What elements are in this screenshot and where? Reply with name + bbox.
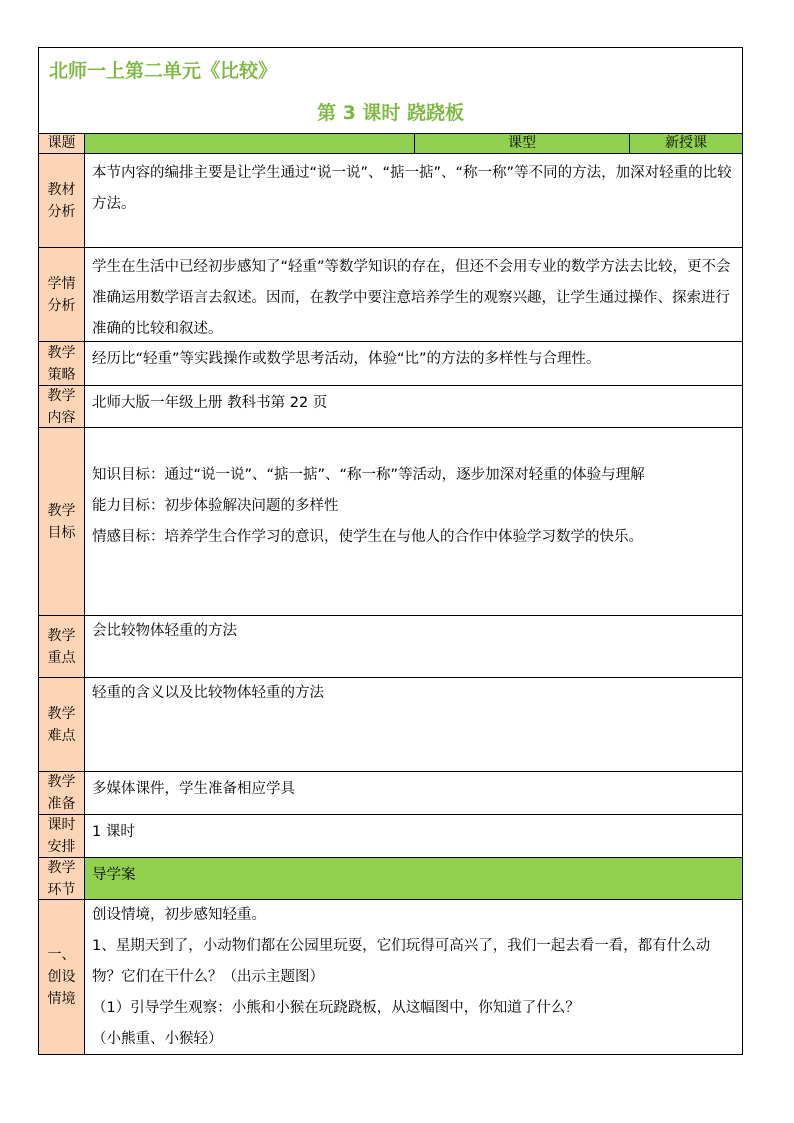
- title-row: [39, 48, 742, 134]
- row-content: 会比较物体轻重的方法: [92, 623, 237, 639]
- row-label: 教材分析: [39, 154, 85, 247]
- row-schedule: [39, 815, 742, 858]
- row-label: 一、创设情境: [39, 900, 85, 1054]
- header-row: [39, 134, 742, 154]
- row-content: 导学案: [85, 858, 742, 899]
- row-label: 教学重点: [39, 616, 85, 677]
- type-value: 新授课: [630, 134, 742, 153]
- row-content: 创设情境，初步感知轻重。 1、星期天到了，小动物们都在公园里玩耍，它们玩得可高兴了，我们一起去看一看，都有什么动物？它们在干什么？（出示主题图） （1）引导学生观察：小熊和小猴在玩跷跷板，从这幅图中，你知道了什么？ （小熊重、小猴轻）: [92, 907, 711, 1047]
- row-label: 课时安排: [39, 815, 85, 857]
- lesson-title: 第 3 课时 跷跷板: [316, 102, 465, 124]
- row-student-analysis: [39, 248, 742, 342]
- row-label: 教学策略: [39, 342, 85, 385]
- document-title: 北师一上第二单元《比较》: [49, 60, 278, 82]
- row-label: 教学环节: [39, 858, 85, 899]
- row-content: 1 课时: [92, 824, 135, 840]
- row-label: 教学准备: [39, 772, 85, 814]
- row-label: 教学难点: [39, 678, 85, 771]
- row-content: 轻重的含义以及比较物体轻重的方法: [92, 685, 324, 701]
- row-content: 本节内容的编排主要是让学生通过“说一说”、“掂一掂”、“称一称”等不同的方法，加深对轻重的比较方法。: [92, 165, 732, 212]
- row-label: 学情分析: [39, 248, 85, 341]
- row-difficult-points: [39, 678, 742, 772]
- row-label: 教学目标: [39, 428, 85, 615]
- topic-label: 课题: [39, 134, 85, 153]
- type-label: 课型: [415, 134, 630, 153]
- row-teaching-content: [39, 386, 742, 428]
- row-create-situation: [39, 900, 742, 1054]
- row-key-points: [39, 616, 742, 678]
- row-label: 教学内容: [39, 386, 85, 427]
- row-content: 知识目标：通过“说一说”、“掂一掂”、“称一称”等活动，逐步加深对轻重的体验与理解 能力目标：初步体验解决问题的多样性 情感目标：培养学生合作学习的意识，使学生在与他人的合作中体验学习数学的快乐。: [92, 467, 645, 545]
- row-preparation: [39, 772, 742, 815]
- row-content: 经历比“轻重”等实践操作或数学思考活动，体验“比”的方法的多样性与合理性。: [92, 351, 601, 367]
- row-textbook-analysis: [39, 154, 742, 248]
- row-content: 北师大版一年级上册 教科书第 22 页: [92, 395, 328, 411]
- row-content: 学生在生活中已经初步感知了“轻重”等数学知识的存在，但还不会用专业的数学方法去比较，更不会准确运用数学语言去叙述。因而，在教学中要注意培养学生的观察兴趣，让学生通过操作、探索进行准确的比较和叙述。: [92, 259, 731, 337]
- row-teaching-strategy: [39, 342, 742, 386]
- row-teaching-goals: [39, 428, 742, 616]
- lesson-plan-table: [38, 47, 743, 1055]
- row-content: 多媒体课件，学生准备相应学具: [92, 781, 295, 797]
- topic-value: [85, 134, 415, 153]
- row-teaching-stage: [39, 858, 742, 900]
